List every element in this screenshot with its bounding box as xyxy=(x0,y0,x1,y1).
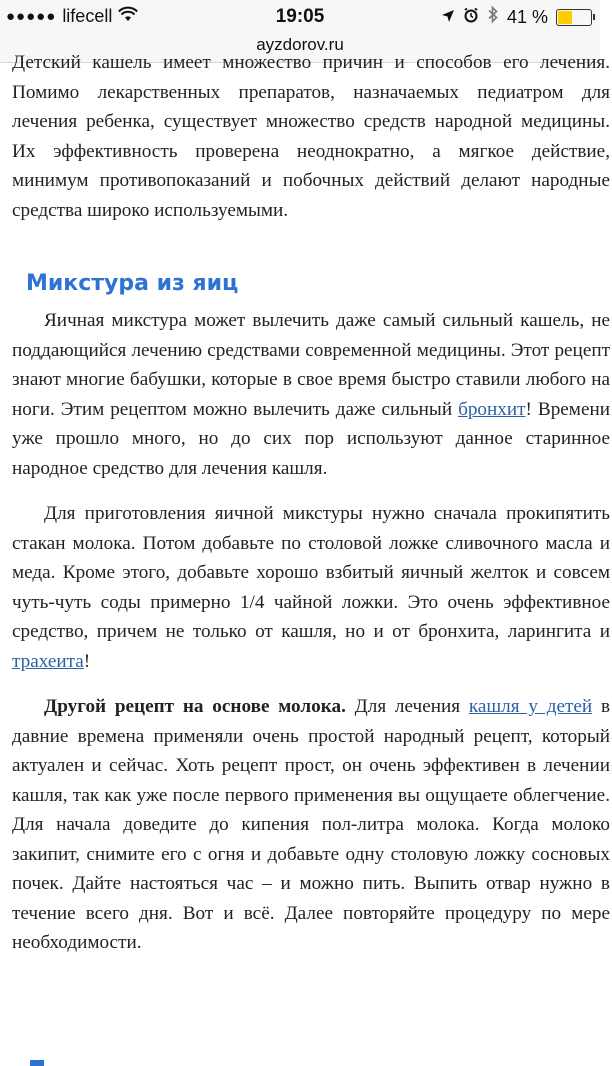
article-body xyxy=(12,48,612,958)
p2-text-end: ! xyxy=(83,650,91,672)
location-arrow-icon xyxy=(441,7,455,28)
clock: 19:05 xyxy=(275,6,325,27)
bronchitis-link[interactable]: бронхит xyxy=(458,398,526,420)
article-viewport[interactable] xyxy=(0,52,611,1066)
p3-text-start: Для лечения xyxy=(345,696,469,717)
bluetooth-icon xyxy=(487,6,499,28)
next-heading-fragment xyxy=(30,1060,44,1066)
battery-percent: 41 % xyxy=(506,6,548,27)
status-icons xyxy=(441,6,592,28)
status-bar xyxy=(0,0,600,34)
battery-fill xyxy=(558,11,572,24)
intro-paragraph: Детский кашель имеет множество причин и способов его лечения. Помимо лекарственных препаратов, назначаемых педиатром для лечения ребенка, существует множество средств народной медицины. Их эффективность проверена неоднократно, а мягкое действие, минимум противопоказаний и побочных действий делают народные средства широко используемыми. xyxy=(12,52,610,221)
paragraph-egg-mixture xyxy=(12,306,610,483)
battery-icon xyxy=(556,9,592,26)
tracheitis-link[interactable]: трахеита xyxy=(12,650,84,672)
alarm-clock-icon xyxy=(463,7,479,28)
p2-text-start: Для приготовления яичной микстуры нужно сначала прокипятить стакан молока. Потом добавьте по столовой ложке сливочного масла и меда. Кроме этого, добавьте хорошо взбитый яичный желток и совсем чуть-чуть соды примерно 1/4 чайной ложки. Это очень эффективное средство, причем не только от кашля, но и от бронхита, ларингита и xyxy=(12,503,610,642)
p3-text-end: в давние времена применяли очень простой народный рецепт, который актуален и сейчас. Хоть рецепт прост, он очень эффективен в лечении кашля, так как уже после первого применения вы ощущаете облегчение. Для начала доведите до кипения пол-литра молока. Когда молоко закипит, снимите его с огня и добавьте одну столовую ложку сосновых почек. Дайте настояться час – и можно пить. Выпить отвар нужно в течение всего дня. Вот и всё. Далее повторяйте процедуру по мере необходимости. xyxy=(12,696,611,953)
site-domain: ayzdorov.ru xyxy=(256,35,344,54)
signal-strength-icon: ●●●●● xyxy=(6,8,57,25)
paragraph-preparation xyxy=(12,499,610,676)
section-title: Микстура из яиц xyxy=(26,271,239,296)
carrier-name: lifecell xyxy=(62,6,113,26)
paragraph-milk-recipe xyxy=(12,692,610,958)
p1-text-end: ! Времени уже прошло много, но до сих пор используют данное старинное народное средство для лечения кашля. xyxy=(12,398,610,479)
milk-recipe-heading: Другой рецепт на основе молока. xyxy=(44,696,346,717)
child-cough-link[interactable]: кашля у детей xyxy=(468,696,593,717)
p1-text-start: Яичная микстура может вылечить даже самый сильный кашель, не поддающийся лечению средствами современной медицины. Этот рецепт знают многие бабушки, которые в свое время быстро ставили любого на ноги. Этим рецептом можно вылечить даже сильный xyxy=(12,310,610,420)
